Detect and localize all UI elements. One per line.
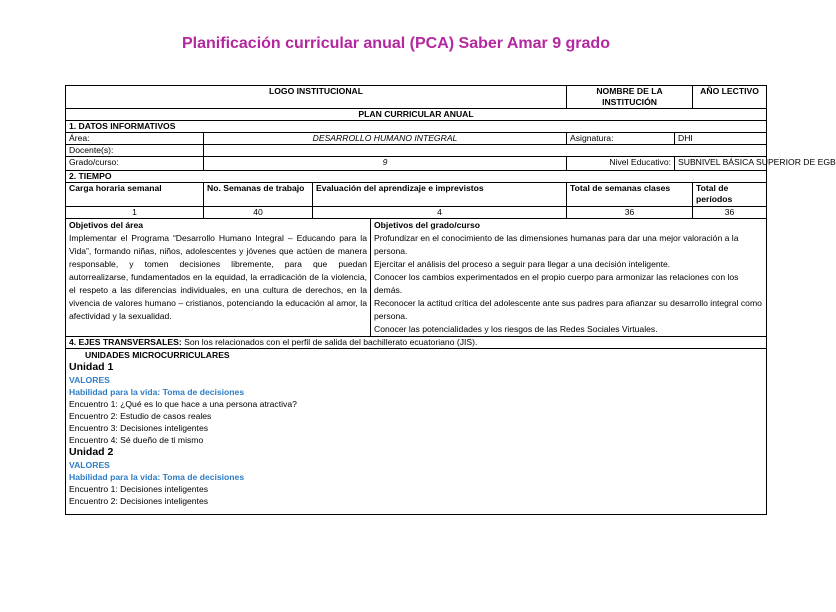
unidades-title: UNIDADES MICROCURRICULARES xyxy=(85,350,230,360)
pca-table xyxy=(65,85,836,515)
tiempo-value: 36 xyxy=(567,207,693,219)
datos-section-title: 1. DATOS INFORMATIVOS xyxy=(66,121,767,133)
encuentro-item: Encuentro 2: Estudio de casos reales xyxy=(69,411,212,421)
docente-value xyxy=(204,145,767,157)
asignatura-label: Asignatura: xyxy=(567,133,675,145)
ejes-label: 4. EJES TRANSVERSALES: xyxy=(69,337,182,347)
tiempo-value: 40 xyxy=(204,207,313,219)
unidad-habilidad: Habilidad para la vida: Toma de decisiones xyxy=(69,472,245,482)
tiempo-header: Carga horaria semanal xyxy=(66,183,204,207)
tiempo-header: Total de períodos xyxy=(693,183,767,207)
tiempo-value: 4 xyxy=(313,207,567,219)
objetivo-item: Profundizar en el conocimiento de las dimensiones humanas para dar una mejor valoración a la persona. xyxy=(374,233,739,256)
year-cell: AÑO LECTIVO xyxy=(693,86,767,109)
unidad-valores: VALORES xyxy=(69,375,110,385)
tiempo-value: 36 xyxy=(693,207,767,219)
ejes-row xyxy=(66,337,767,349)
asignatura-value: DHI xyxy=(675,133,767,145)
encuentro-item: Encuentro 2: Decisiones inteligentes xyxy=(69,496,209,506)
objetivos-grado-cell xyxy=(371,219,767,337)
unidad-name: Unidad 2 xyxy=(69,446,114,458)
unidades-cell xyxy=(66,349,767,515)
grado-value: 9 xyxy=(204,157,567,171)
unidad-valores: VALORES xyxy=(69,460,110,470)
encuentro-item: Encuentro 4: Sé dueño de ti mismo xyxy=(69,435,204,445)
objetivo-item: Conocer los cambios experimentados en el propio cuerpo para armonizar las relaciones con los demás. xyxy=(374,272,739,295)
institution-cell: NOMBRE DE LA INSTITUCIÓN xyxy=(567,86,693,109)
area-label: Área: xyxy=(66,133,204,145)
objetivos-area-title: Objetivos del área xyxy=(69,220,144,230)
tiempo-header: No. Semanas de trabajo xyxy=(204,183,313,207)
plan-title: PLAN CURRICULAR ANUAL xyxy=(66,109,767,121)
tiempo-header: Total de semanas clases xyxy=(567,183,693,207)
objetivos-area-text: Implementar el Programa “Desarrollo Humano Integral – Educando para la Vida”, formando niñas, niños, adolescentes y jóvenes que actúen de manera responsable, y tomen decisiones libremente, para que puedan autorrealizarse, fundamentados en la equidad, la erradicación de la violencia, el respeto a las diferencias individuales, en una cultura de derechos, en la vivencia de valores humano – cristianos, potenciando la educación al amor, la afectividad y la sexualidad. xyxy=(69,233,367,321)
docente-label: Docente(s): xyxy=(66,145,204,157)
unidad-name: Unidad 1 xyxy=(69,361,114,373)
tiempo-section-title: 2. TIEMPO xyxy=(66,171,767,183)
objetivos-grado-title: Objetivos del grado/curso xyxy=(374,220,481,230)
objetivo-item: Conocer las potencialidades y los riesgos de las Redes Sociales Virtuales. xyxy=(374,324,658,334)
ejes-text: Son los relacionados con el perfil de salida del bachillerato ecuatoriano (JIS). xyxy=(181,337,478,347)
grado-label: Grado/curso: xyxy=(66,157,204,171)
logo-cell: LOGO INSTITUCIONAL xyxy=(66,86,567,109)
objetivo-item: Ejercitar el análisis del proceso a seguir para llegar a una decisión inteligente. xyxy=(374,259,671,269)
nivel-label: Nivel Educativo: xyxy=(567,157,675,171)
encuentro-item: Encuentro 1: ¿Qué es lo que hace a una persona atractiva? xyxy=(69,399,297,409)
tiempo-value: 1 xyxy=(66,207,204,219)
encuentro-item: Encuentro 1: Decisiones inteligentes xyxy=(69,484,209,494)
nivel-value: SUBNIVEL BÁSICA SUPERIOR DE EGB xyxy=(675,157,767,171)
objetivos-area-cell xyxy=(66,219,371,337)
unidad-habilidad: Habilidad para la vida: Toma de decisiones xyxy=(69,387,245,397)
area-value: DESARROLLO HUMANO INTEGRAL xyxy=(204,133,567,145)
objetivo-item: Reconocer la actitud crítica del adolescente ante sus padres para afianzar su desarrollo integral como persona. xyxy=(374,298,762,321)
encuentro-item: Encuentro 3: Decisiones inteligentes xyxy=(69,423,209,433)
page-title: Planificación curricular anual (PCA) Saber Amar 9 grado xyxy=(182,35,610,52)
tiempo-header: Evaluación del aprendizaje e imprevistos xyxy=(313,183,567,207)
